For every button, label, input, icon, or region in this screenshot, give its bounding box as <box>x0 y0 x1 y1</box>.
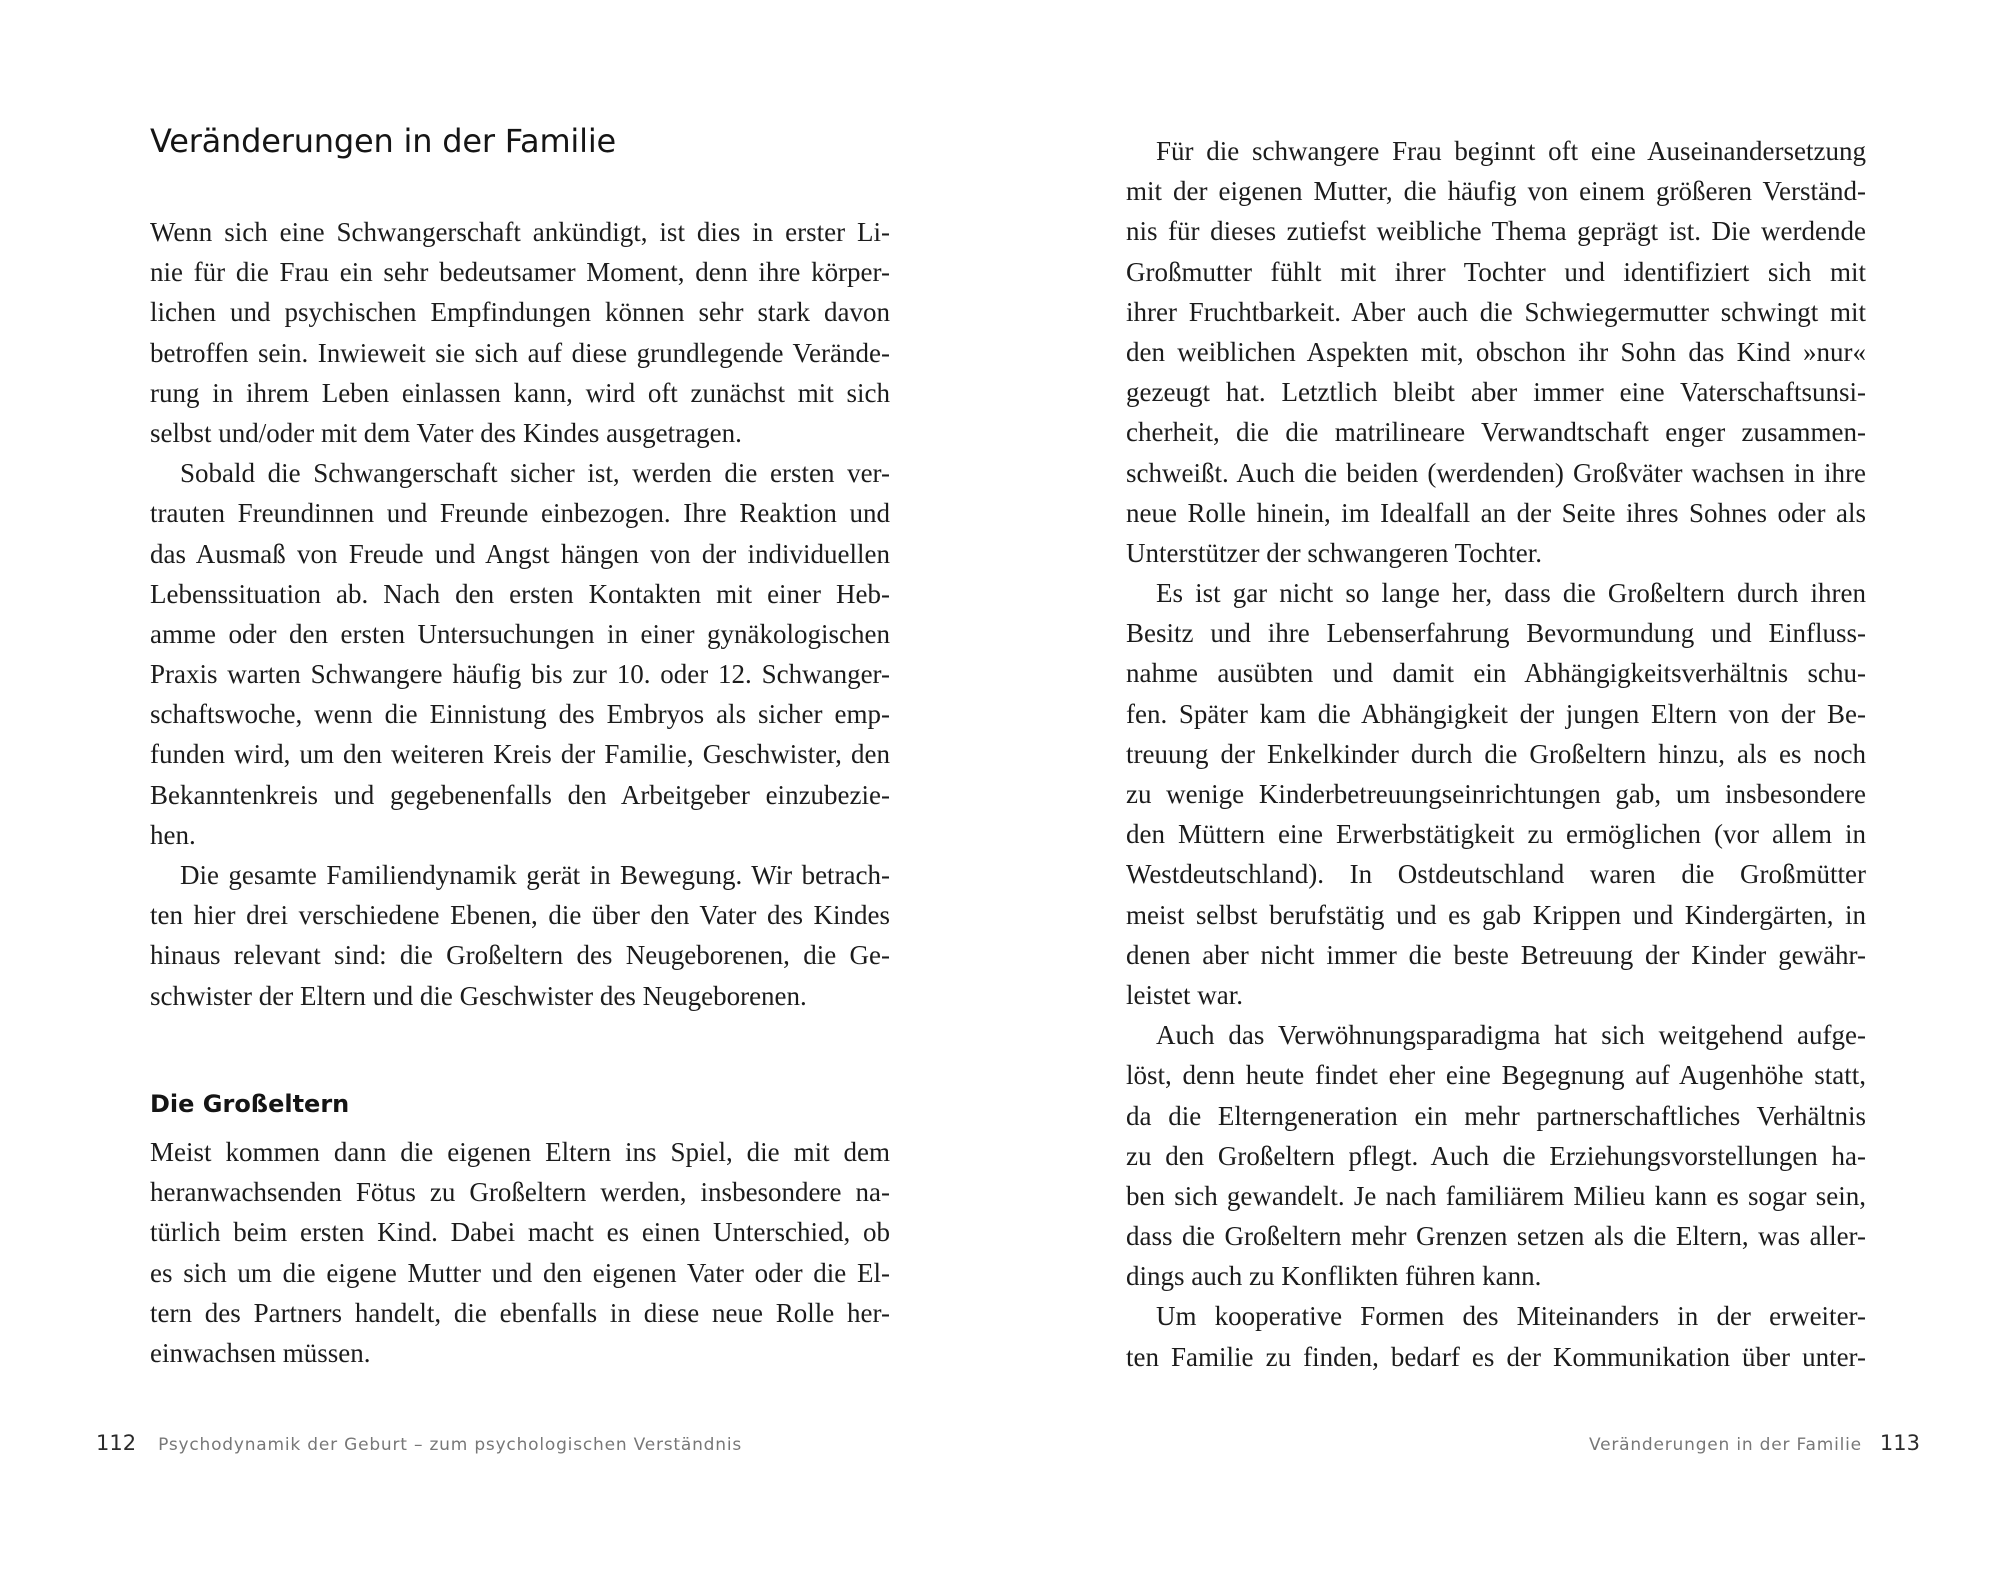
running-head: Veränderungen in der Familie <box>1588 1435 1862 1455</box>
paragraph <box>1126 1015 1866 1296</box>
text-line: den weiblichen Aspekten mit, obschon ihr Sohn das Kind »nur« <box>1126 336 1866 367</box>
text-line: Meist kommen dann die eigenen Eltern ins Spiel, die mit dem <box>150 1137 890 1167</box>
text-line: trauten Freundinnen und Freunde einbezogen. Ihre Reaktion und <box>150 498 890 529</box>
chapter-title: Veränderungen in der Familie <box>150 122 616 160</box>
text-line: türlich beim ersten Kind. Dabei macht es einen Unterschied, ob <box>150 1217 890 1248</box>
paragraph <box>1126 573 1866 1015</box>
running-head: Psychodynamik der Geburt – zum psychologischen Verständnis <box>158 1435 743 1455</box>
text-line: Sobald die Schwangerschaft sicher ist, werden die ersten ver- <box>180 458 890 489</box>
text-line: Lebenssituation ab. Nach den ersten Kontakten mit einer Heb- <box>150 578 890 609</box>
text-line: dings auch zu Konflikten führen kann. <box>1126 1261 1542 1292</box>
text-line: Es ist gar nicht so lange her, dass die Großeltern durch ihren <box>1156 578 1866 609</box>
text-line: Westdeutschland). In Ostdeutschland waren die Großmütter <box>1126 859 1866 890</box>
text-line: es sich um die eigene Mutter und den eigenen Vater oder die El- <box>150 1257 890 1288</box>
text-line: ten hier drei verschiedene Ebenen, die über den Vater des Kindes <box>150 900 890 931</box>
text-line: dass die Großeltern mehr Grenzen setzen als die Eltern, was aller- <box>1126 1221 1866 1252</box>
text-line: fen. Später kam die Abhängigkeit der jungen Eltern von der Be- <box>1126 698 1866 729</box>
text-line: treuung der Enkelkinder durch die Großeltern hinzu, als es noch <box>1126 738 1866 769</box>
text-line: hinaus relevant sind: die Großeltern des Neugeborenen, die Ge- <box>150 940 890 971</box>
text-line: nis für dieses zutiefst weibliche Thema geprägt ist. Die werdende <box>1126 216 1866 247</box>
paragraph <box>1126 1296 1866 1376</box>
text-line: da die Elterngeneration ein mehr partnerschaftliches Verhältnis <box>1126 1100 1866 1131</box>
text-line: cherheit, die die matrilineare Verwandtschaft enger zusammen- <box>1126 417 1866 448</box>
text-line: Besitz und ihre Lebenserfahrung Bevormundung und Einfluss- <box>1126 618 1866 649</box>
page-number: 112 <box>96 1431 137 1455</box>
text-line: meist selbst berufstätig und es gab Krippen und Kindergärten, in <box>1126 899 1866 930</box>
text-line: amme oder den ersten Untersuchungen in einer gynäkologischen <box>150 618 890 649</box>
text-line: schweißt. Auch die beiden (werdenden) Großväter wachsen in ihre <box>1126 457 1866 488</box>
text-line: ten Familie zu finden, bedarf es der Kommunikation über unter- <box>1126 1341 1866 1372</box>
text-line: das Ausmaß von Freude und Angst hängen von der individuellen <box>150 538 890 569</box>
page-number: 113 <box>1879 1431 1920 1455</box>
paragraph <box>150 212 890 453</box>
text-line: mit der eigenen Mutter, die häufig von einem größeren Verständ- <box>1126 176 1866 207</box>
text-line: rung in ihrem Leben einlassen kann, wird oft zunächst mit sich <box>150 377 890 408</box>
text-line: schaftswoche, wenn die Einnistung des Embryos als sicher emp- <box>150 699 890 730</box>
text-line: gezeugt hat. Letztlich bleibt aber immer eine Vaterschaftsunsi- <box>1126 377 1866 408</box>
text-line: Praxis warten Schwangere häufig bis zur 10. oder 12. Schwanger- <box>150 659 890 690</box>
text-line: betroffen sein. Inwieweit sie sich auf diese grundlegende Verände- <box>150 337 890 368</box>
right-footer <box>1589 1428 1920 1458</box>
text-line: den Müttern eine Erwerbstätigkeit zu ermöglichen (vor allem in <box>1126 819 1866 850</box>
text-line: löst, denn heute findet eher eine Begegnung auf Augenhöhe statt, <box>1126 1060 1866 1091</box>
text-line: zu wenige Kinderbetreuungseinrichtungen gab, um insbesondere <box>1126 779 1866 809</box>
section-subheading: Die Großeltern <box>150 1090 350 1118</box>
paragraph <box>1126 131 1866 573</box>
text-line: leistet war. <box>1126 979 1243 1010</box>
text-line: Für die schwangere Frau beginnt oft eine Auseinandersetzung <box>1156 136 1866 166</box>
text-line: Die gesamte Familiendynamik gerät in Bewegung. Wir betrach- <box>180 860 890 890</box>
text-line: neue Rolle hinein, im Idealfall an der Seite ihres Sohnes oder als <box>1126 497 1866 528</box>
text-line: Wenn sich eine Schwangerschaft ankündigt, ist dies in erster Li- <box>150 217 890 247</box>
text-line: Bekanntenkreis und gegebenenfalls den Arbeitgeber einzubezie- <box>150 779 890 810</box>
text-line: schwister der Eltern und die Geschwister des Neugeborenen. <box>150 980 807 1011</box>
section-text <box>150 1132 890 1373</box>
intro-text <box>150 212 890 1016</box>
text-line: hen. <box>150 819 196 850</box>
text-line: ben sich gewandelt. Je nach familiärem Milieu kann es sogar sein, <box>1126 1180 1866 1211</box>
text-line: Um kooperative Formen des Miteinanders in der erweiter- <box>1156 1301 1866 1332</box>
text-line: heranwachsenden Fötus zu Großeltern werden, insbesondere na- <box>150 1177 890 1208</box>
text-line: Unterstützer der schwangeren Tochter. <box>1126 537 1542 568</box>
text-line: lichen und psychischen Empfindungen können sehr stark davon <box>150 297 890 328</box>
text-line: Großmutter fühlt mit ihrer Tochter und identifiziert sich mit <box>1126 256 1866 287</box>
text-line: funden wird, um den weiteren Kreis der Familie, Geschwister, den <box>150 739 890 770</box>
paragraph <box>150 855 890 1016</box>
text-line: Auch das Verwöhnungsparadigma hat sich weitgehend aufge- <box>1156 1020 1866 1051</box>
text-line: einwachsen müssen. <box>150 1337 371 1368</box>
paragraph <box>150 453 890 855</box>
text-line: ihrer Fruchtbarkeit. Aber auch die Schwiegermutter schwingt mit <box>1126 296 1866 327</box>
text-line: denen aber nicht immer die beste Betreuung der Kinder gewähr- <box>1126 939 1866 970</box>
paragraph <box>150 1132 890 1373</box>
text-line: selbst und/oder mit dem Vater des Kindes ausgetragen. <box>150 417 742 448</box>
text-line: nahme ausübten und damit ein Abhängigkeitsverhältnis schu- <box>1126 658 1866 689</box>
continued-text <box>1126 131 1866 1377</box>
text-line: nie für die Frau ein sehr bedeutsamer Moment, denn ihre körper- <box>150 257 890 288</box>
left-footer <box>96 1428 742 1458</box>
text-line: zu den Großeltern pflegt. Auch die Erziehungsvorstellungen ha- <box>1126 1140 1866 1171</box>
text-line: tern des Partners handelt, die ebenfalls in diese neue Rolle her- <box>150 1297 890 1328</box>
